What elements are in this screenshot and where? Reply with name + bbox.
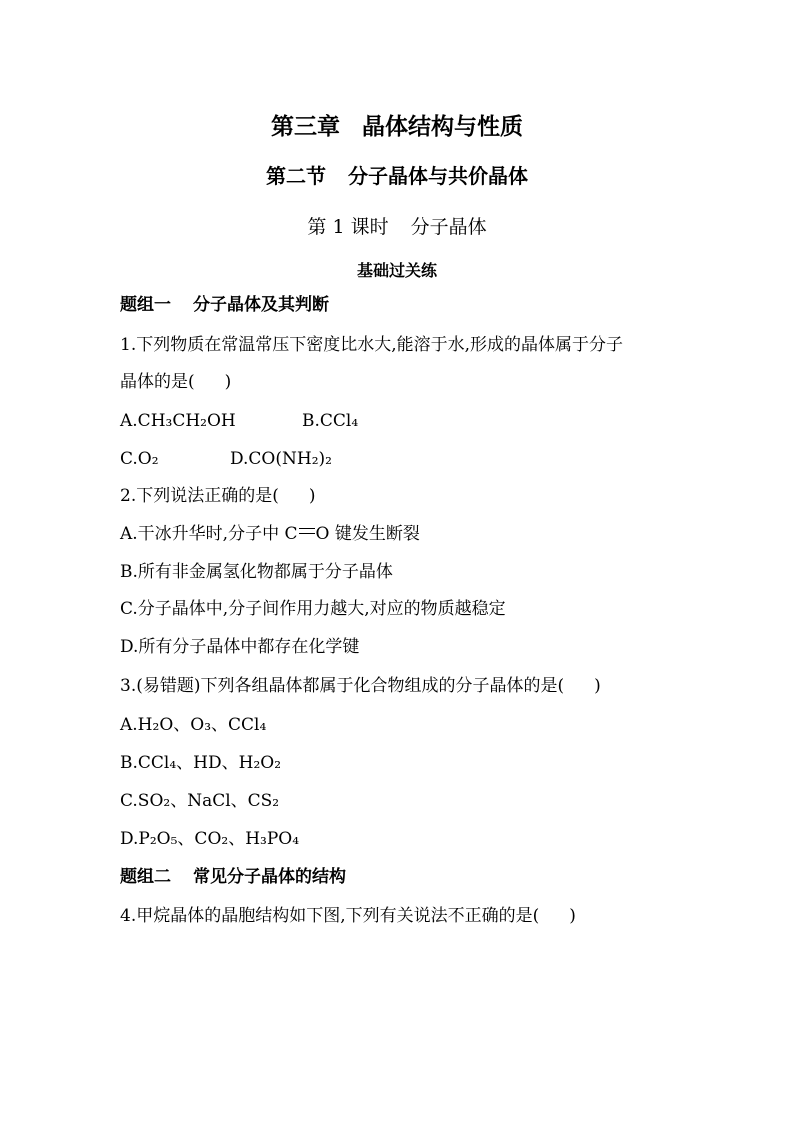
- lesson-number: 第 1 课时: [307, 216, 389, 238]
- question-1-close: ): [224, 372, 232, 392]
- question-4-stem: [120, 905, 576, 927]
- question-2-close: ): [308, 486, 316, 506]
- question-4-close: ): [569, 906, 576, 926]
- question-2-option-c: C.分子晶体中,分子间作用力越大,对应的物质越稳定: [120, 599, 506, 619]
- question-1-option-a: A.CH₃CH₂OH: [120, 411, 236, 431]
- group-title: 分子晶体及其判断: [193, 295, 329, 315]
- question-3-close: ): [594, 676, 601, 696]
- question-3-stem: [120, 675, 601, 697]
- group-heading-2: [120, 866, 346, 888]
- question-2-option-a-pre: A.干冰升华时,分子中 C: [120, 524, 298, 544]
- chapter-heading: [0, 108, 794, 141]
- question-1-stem-line1: 1.下列物质在常温常压下密度比水大,能溶于水,形成的晶体属于分子: [120, 335, 624, 355]
- double-bond-symbol: [299, 528, 315, 534]
- question-2-option-b: B.所有非金属氢化物都属于分子晶体: [120, 562, 393, 582]
- chapter-number: 第三章: [271, 113, 340, 140]
- lesson-heading: [0, 212, 794, 239]
- question-2-stem-text: 2.下列说法正确的是(: [120, 486, 279, 506]
- lesson-title: 分子晶体: [410, 216, 487, 238]
- group-label: 题组一: [120, 295, 171, 315]
- question-3-option-b: B.CCl₄、HD、H₂O₂: [120, 753, 282, 773]
- question-1-option-b: B.CCl₄: [302, 411, 359, 431]
- question-3-stem-text: 3.(易错题)下列各组晶体都属于化合物组成的分子晶体的是(: [120, 676, 565, 696]
- section-heading: [0, 160, 794, 189]
- question-2-stem: [120, 485, 316, 507]
- section-title: 分子晶体与共价晶体: [348, 164, 528, 188]
- question-1-option-c: C.O₂: [120, 449, 159, 469]
- question-2-option-d: D.所有分子晶体中都存在化学键: [120, 637, 360, 657]
- question-2-option-a-post: O 键发生断裂: [315, 524, 420, 544]
- group-label: 题组二: [120, 867, 171, 887]
- question-2-option-a: [120, 523, 420, 545]
- question-1-stem-text: 晶体的是(: [120, 372, 195, 392]
- question-4-stem-text: 4.甲烷晶体的晶胞结构如下图,下列有关说法不正确的是(: [120, 906, 540, 926]
- group-heading-1: [120, 294, 329, 316]
- question-3-option-a: A.H₂O、O₃、CCl₄: [120, 715, 267, 735]
- section-number: 第二节: [266, 164, 326, 188]
- chapter-title: 晶体结构与性质: [362, 113, 523, 140]
- question-3-option-d: D.P₂O₅、CO₂、H₃PO₄: [120, 829, 300, 849]
- question-3-option-c: C.SO₂、NaCl、CS₂: [120, 791, 280, 811]
- question-1-option-d: D.CO(NH₂)₂: [230, 449, 332, 469]
- group-title: 常见分子晶体的结构: [193, 867, 346, 887]
- practice-heading: 基础过关练: [356, 261, 437, 280]
- question-1-stem-line2: [120, 371, 231, 393]
